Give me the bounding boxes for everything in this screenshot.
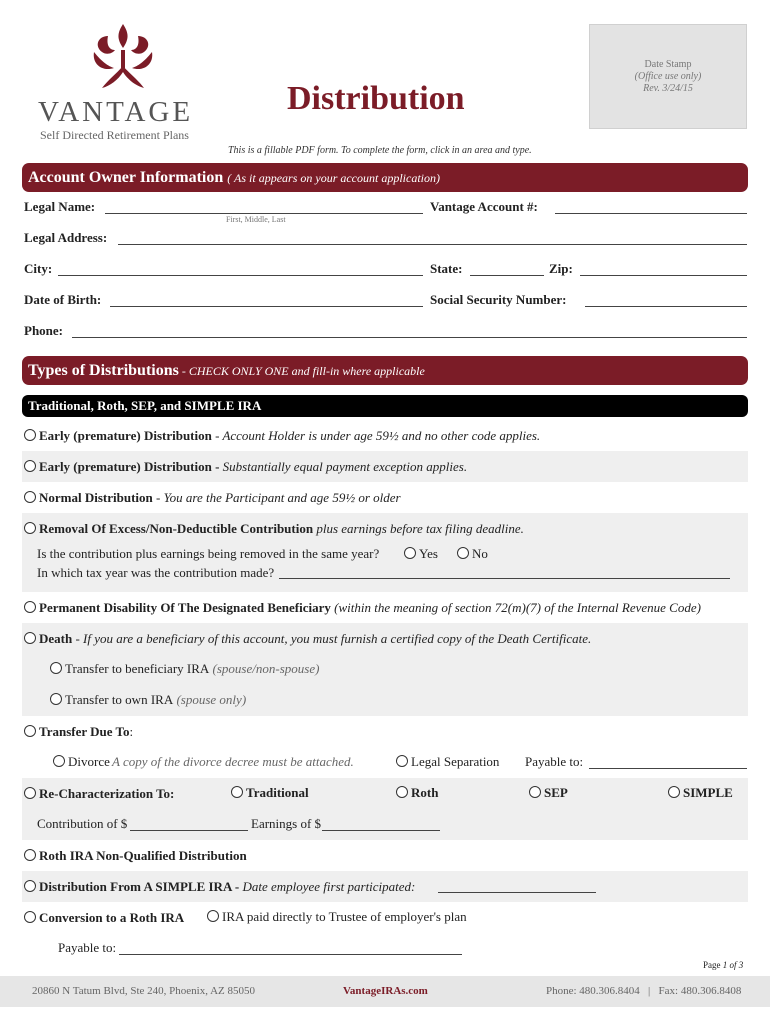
- disability-radio[interactable]: [24, 601, 36, 613]
- zip-label: Zip:: [549, 261, 573, 276]
- removal-excess-label: Removal Of Excess/Non-Deductible Contribution: [39, 521, 314, 536]
- date-stamp-box[interactable]: [589, 24, 747, 129]
- death-label: Death: [39, 631, 73, 646]
- city-field[interactable]: [58, 275, 423, 276]
- transfer-own-radio[interactable]: [50, 693, 62, 705]
- logo-tagline: Self Directed Retirement Plans: [40, 128, 189, 142]
- fillable-note: This is a fillable PDF form. To complete the form, click in an area and type.: [228, 145, 532, 156]
- disability-row[interactable]: [22, 592, 748, 623]
- simple-ira-row[interactable]: [22, 871, 748, 902]
- contribution-label: Contribution of $: [37, 816, 128, 831]
- removal-excess-radio[interactable]: [24, 522, 36, 534]
- transfer-due-radio[interactable]: [24, 725, 36, 737]
- normal-distribution-desc: - You are the Participant and age 59½ or older: [152, 490, 401, 505]
- types-note: - CHECK ONLY ONE and fill-in where applicable: [178, 364, 425, 378]
- ira-paid-radio[interactable]: [207, 910, 219, 922]
- phone-label: Phone:: [24, 323, 63, 338]
- transfer-own-option[interactable]: [50, 692, 246, 708]
- normal-distribution-radio[interactable]: [24, 491, 36, 503]
- simple-label: SIMPLE: [683, 785, 733, 800]
- city-label: City:: [24, 261, 53, 276]
- normal-distribution-row[interactable]: [22, 482, 748, 513]
- disability-desc: (within the meaning of section 72(m)(7) of the Internal Revenue Code): [330, 600, 701, 615]
- early-distribution-radio[interactable]: [24, 429, 36, 441]
- legal-separation-label: Legal Separation: [411, 754, 500, 769]
- footer-address: 20860 N Tatum Blvd, Ste 240, Phoenix, AZ 85050: [32, 985, 256, 997]
- state-field[interactable]: [470, 275, 544, 276]
- ira-paid-label: IRA paid directly to Trustee of employer's plan: [222, 909, 467, 924]
- disability-label: Permanent Disability Of The Designated Beneficiary: [39, 600, 331, 615]
- footer-website[interactable]: VantageIRAs.com: [343, 985, 428, 997]
- divorce-radio[interactable]: [53, 755, 65, 767]
- traditional-label: Traditional: [246, 785, 309, 800]
- divorce-label: Divorce: [68, 754, 110, 769]
- transfer-own-note: (spouse only): [173, 692, 247, 707]
- state-label: State:: [430, 261, 463, 276]
- ira-types-bar: Traditional, Roth, SEP, and SIMPLE IRA: [22, 395, 748, 417]
- transfer-beneficiary-radio[interactable]: [50, 662, 62, 674]
- page-number: [703, 960, 743, 970]
- tax-year-question: In which tax year was the contribution made?: [37, 565, 275, 580]
- same-year-no[interactable]: [457, 546, 488, 562]
- same-year-question: Is the contribution plus earnings being removed in the same year?: [37, 546, 380, 561]
- early-substantial-radio[interactable]: [24, 460, 36, 472]
- conversion-label: Conversion to a Roth IRA: [39, 910, 185, 925]
- types-header: [22, 356, 748, 385]
- contribution-field[interactable]: [130, 830, 248, 831]
- dob-label: Date of Birth:: [24, 292, 102, 307]
- early-substantial-row[interactable]: [22, 451, 748, 482]
- traditional-option[interactable]: [231, 785, 309, 801]
- roth-label: Roth: [411, 785, 439, 800]
- roth-option[interactable]: [396, 785, 438, 801]
- phone-field[interactable]: [72, 337, 747, 338]
- simple-radio[interactable]: [668, 786, 680, 798]
- sep-label: SEP: [544, 785, 568, 800]
- legal-separation-radio[interactable]: [396, 755, 408, 767]
- early-substantial-label: Early (premature) Distribution -: [39, 459, 220, 474]
- legal-address-field[interactable]: [118, 244, 747, 245]
- transfer-due-label: Transfer Due To: [39, 724, 130, 739]
- early-distribution-desc: - Account Holder is under age 59½ and no other code applies.: [211, 428, 541, 443]
- same-year-yes[interactable]: [404, 546, 438, 562]
- legal-name-hint: First, Middle, Last: [226, 215, 286, 224]
- transfer-beneficiary-label: Transfer to beneficiary IRA: [65, 661, 210, 676]
- legal-name-label: Legal Name:: [24, 199, 96, 214]
- traditional-radio[interactable]: [231, 786, 243, 798]
- roth-nq-row[interactable]: [22, 840, 748, 871]
- earnings-label: Earnings of $: [251, 816, 322, 831]
- early-substantial-desc: Substantially equal payment exception applies.: [219, 459, 468, 474]
- logo-wordmark: VANTAGE: [38, 96, 194, 128]
- conversion-radio[interactable]: [24, 911, 36, 923]
- death-radio[interactable]: [24, 632, 36, 644]
- page-number-value: 1 of 3: [722, 960, 744, 970]
- sep-radio[interactable]: [529, 786, 541, 798]
- roth-nq-label: Roth IRA Non-Qualified Distribution: [39, 848, 247, 863]
- footer-phone-fax: Phone: 480.306.8404 | Fax: 480.306.8408: [546, 985, 742, 997]
- divorce-note: A copy of the divorce decree must be attached.: [112, 754, 354, 769]
- early-distribution-row[interactable]: [22, 420, 748, 451]
- no-radio[interactable]: [457, 547, 469, 559]
- simple-ira-radio[interactable]: [24, 880, 36, 892]
- dob-field[interactable]: [110, 306, 423, 307]
- payable-to-2-label: Payable to:: [58, 940, 117, 955]
- zip-field[interactable]: [580, 275, 747, 276]
- vantage-logo-icon: [88, 22, 158, 94]
- no-label: No: [472, 546, 488, 561]
- types-title: Types of Distributions: [28, 362, 179, 379]
- legal-name-field[interactable]: [105, 213, 423, 214]
- footer-bar: [0, 976, 770, 1007]
- ssn-field[interactable]: [585, 306, 747, 307]
- date-stamp-rev: Rev. 3/24/15: [643, 83, 693, 94]
- page-title: Distribution: [287, 80, 465, 117]
- vantage-account-field[interactable]: [555, 213, 747, 214]
- date-stamp-label: Date Stamp: [644, 59, 692, 70]
- tax-year-field[interactable]: [279, 578, 730, 579]
- vantage-account-label: Vantage Account #:: [430, 199, 538, 214]
- sep-option[interactable]: [529, 785, 568, 801]
- early-distribution-label: Early (premature) Distribution: [39, 428, 212, 443]
- recharacterization-radio[interactable]: [24, 787, 36, 799]
- earnings-field[interactable]: [322, 830, 440, 831]
- payable-to-2-field[interactable]: [119, 954, 462, 955]
- transfer-due-colon: :: [129, 724, 134, 739]
- roth-radio[interactable]: [396, 786, 408, 798]
- yes-label: Yes: [419, 546, 438, 561]
- yes-radio[interactable]: [404, 547, 416, 559]
- account-owner-note: ( As it appears on your account application): [227, 171, 441, 185]
- transfer-beneficiary-note: (spouse/non-spouse): [209, 661, 320, 676]
- roth-nq-radio[interactable]: [24, 849, 36, 861]
- simple-option[interactable]: [668, 785, 733, 801]
- legal-address-label: Legal Address:: [24, 230, 108, 245]
- removal-excess-desc: plus earnings before tax filing deadline.: [313, 521, 524, 536]
- transfer-beneficiary-option[interactable]: [50, 661, 319, 677]
- page-number-label: Page: [703, 960, 721, 970]
- payable-to-field[interactable]: [589, 768, 747, 769]
- simple-date-field[interactable]: [438, 892, 596, 893]
- ssn-label: Social Security Number:: [430, 292, 567, 307]
- ira-paid-option[interactable]: [207, 909, 467, 925]
- death-desc: - If you are a beneficiary of this account, you must furnish a certified copy of the Death Certificate.: [72, 631, 592, 646]
- simple-ira-desc: Date employee first participated:: [239, 879, 416, 894]
- divorce-option[interactable]: [53, 754, 110, 770]
- account-owner-header: [22, 163, 748, 192]
- recharacterization-label: Re-Characterization To:: [39, 786, 175, 801]
- normal-distribution-label: Normal Distribution: [39, 490, 153, 505]
- payable-to-label: Payable to:: [525, 754, 584, 769]
- legal-separation-option[interactable]: [396, 754, 499, 770]
- simple-ira-label: Distribution From A SIMPLE IRA -: [39, 879, 240, 894]
- transfer-own-label: Transfer to own IRA: [65, 692, 174, 707]
- date-stamp-office: (Office use only): [634, 71, 702, 82]
- account-owner-title: Account Owner Information: [28, 169, 224, 186]
